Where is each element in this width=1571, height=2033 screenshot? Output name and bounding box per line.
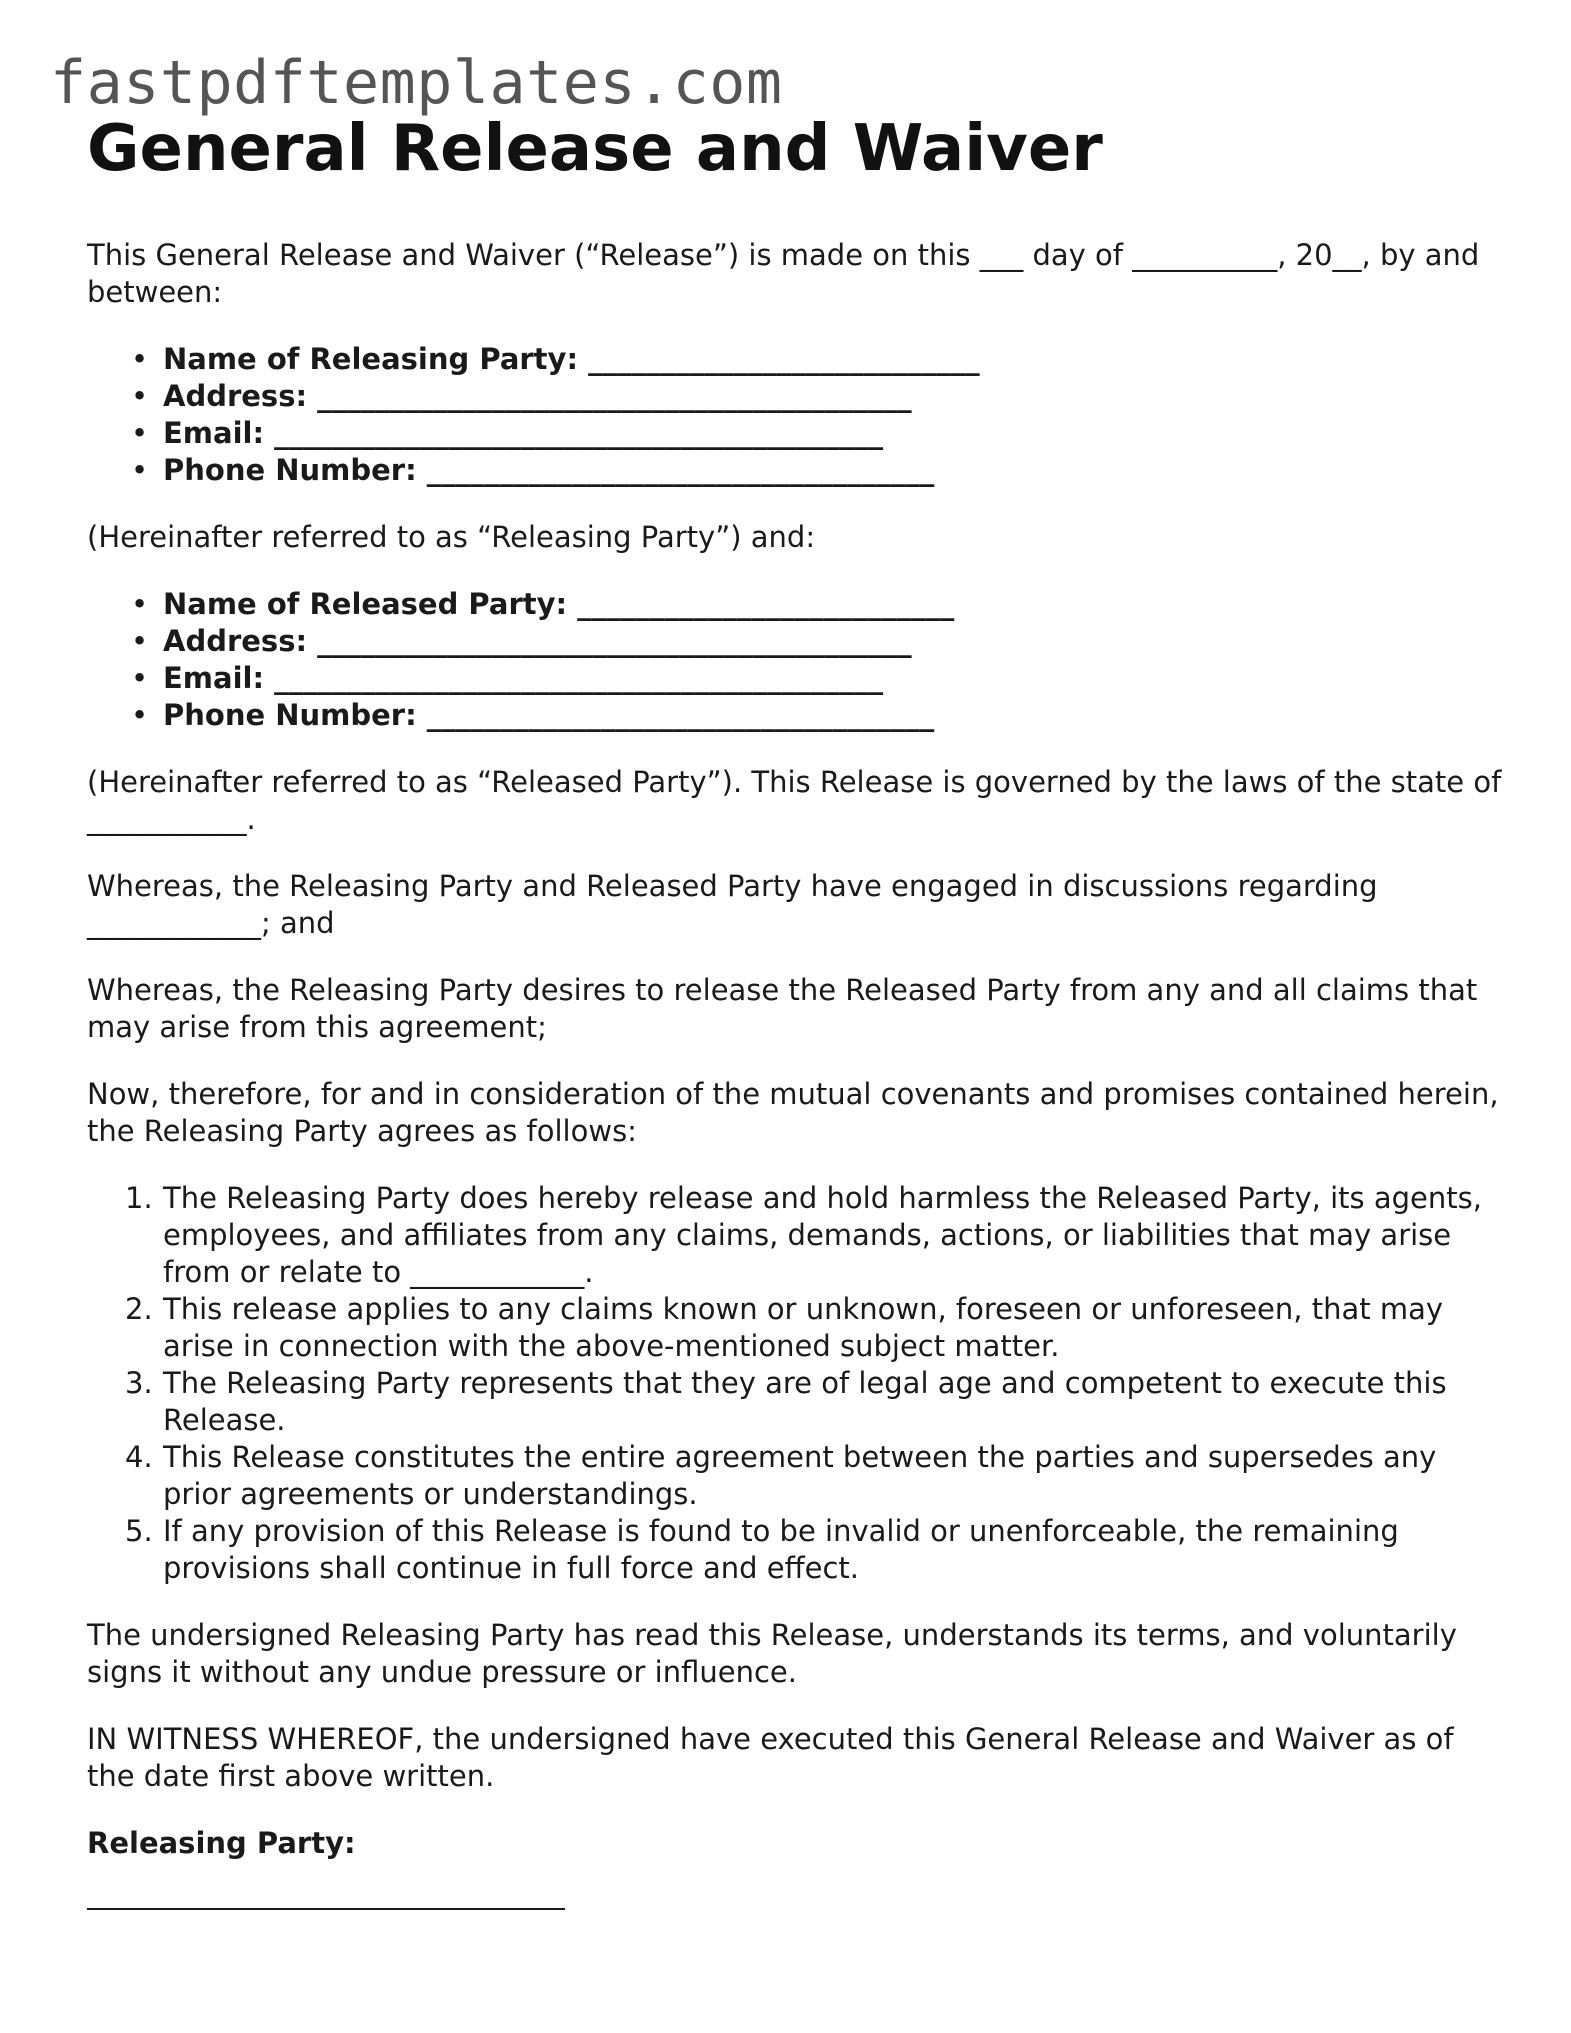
bullet: •	[131, 416, 149, 450]
bullet: •	[131, 342, 149, 376]
term-text: This Release constitutes the entire agreement between the parties and supersedes any prior agreements or understandings.	[163, 1440, 1437, 1511]
witness-paragraph: IN WITNESS WHEREOF, the undersigned have executed this General Release and Waiver as of the date first above written.	[87, 1722, 1454, 1793]
released-name-field	[131, 586, 1507, 623]
term-item	[125, 1439, 1507, 1513]
term-item	[125, 1365, 1507, 1439]
releasing-address-field	[131, 378, 1507, 415]
released-party-reference: (Hereinafter referred to as “Released Party”). This Release is governed by the laws of the state of ___________.	[87, 765, 1502, 836]
intro-paragraph: This General Release and Waiver (“Release”) is made on this ___ day of __________, 20__, by and between:	[87, 238, 1480, 309]
watermark-text: fastpdftemplates.com	[50, 48, 783, 118]
signature-label: Releasing Party:	[87, 1826, 356, 1860]
term-number: 5.	[125, 1514, 153, 1548]
acknowledgement-paragraph: The undersigned Releasing Party has read this Release, understands its terms, and voluntarily signs it without any undue pressure or influence.	[87, 1618, 1457, 1689]
field-label: Address: _________________________________________	[163, 379, 912, 413]
term-text: If any provision of this Release is found to be invalid or unenforceable, the remaining provisions shall continue in full force and effect.	[163, 1514, 1399, 1585]
term-item	[125, 1291, 1507, 1365]
bullet: •	[131, 379, 149, 413]
bullet: •	[131, 624, 149, 658]
term-item	[125, 1513, 1507, 1587]
term-text: The Releasing Party represents that they are of legal age and competent to execute this Release.	[163, 1366, 1447, 1437]
released-party-fields	[87, 586, 1507, 734]
field-label: Phone Number: ___________________________________	[163, 453, 935, 487]
field-label: Name of Releasing Party: ___________________________	[163, 342, 980, 376]
released-address-field	[131, 623, 1507, 660]
bullet: •	[131, 453, 149, 487]
term-number: 4.	[125, 1440, 153, 1474]
releasing-party-reference: (Hereinafter referred to as “Releasing Party”) and:	[87, 520, 816, 554]
terms-list	[87, 1180, 1507, 1587]
released-phone-field	[131, 697, 1507, 734]
whereas-discussions-paragraph: Whereas, the Releasing Party and Released Party have engaged in discussions regarding ____________; and	[87, 869, 1378, 940]
term-number: 1.	[125, 1181, 153, 1215]
field-label: Email: __________________________________________	[163, 416, 884, 450]
document-title: General Release and Waiver	[87, 112, 1103, 186]
released-email-field	[131, 660, 1507, 697]
field-label: Phone Number: ___________________________________	[163, 698, 935, 732]
field-label: Name of Released Party: __________________________	[163, 587, 955, 621]
releasing-email-field	[131, 415, 1507, 452]
signature-line	[87, 1908, 565, 1910]
term-item	[125, 1180, 1507, 1291]
term-number: 3.	[125, 1366, 153, 1400]
releasing-phone-field	[131, 452, 1507, 489]
bullet: •	[131, 698, 149, 732]
term-number: 2.	[125, 1292, 153, 1326]
document-body	[87, 106, 1507, 1862]
bullet: •	[131, 661, 149, 695]
releasing-name-field	[131, 341, 1507, 378]
term-text: The Releasing Party does hereby release and hold harmless the Released Party, its agents, employees, and affiliates from any claims, demands, actions, or liabilities that may arise from or relate to ____________.	[163, 1181, 1482, 1289]
bullet: •	[131, 587, 149, 621]
term-text: This release applies to any claims known or unknown, foreseen or unforeseen, that may arise in connection with the above-mentioned subject matter.	[163, 1292, 1444, 1363]
now-therefore-paragraph: Now, therefore, for and in consideration of the mutual covenants and promises contained herein, the Releasing Party agrees as follows:	[87, 1077, 1499, 1148]
whereas-release-paragraph: Whereas, the Releasing Party desires to release the Released Party from any and all claims that may arise from this agreement;	[87, 973, 1478, 1044]
field-label: Address: _________________________________________	[163, 624, 912, 658]
releasing-party-fields	[87, 341, 1507, 489]
field-label: Email: __________________________________________	[163, 661, 884, 695]
